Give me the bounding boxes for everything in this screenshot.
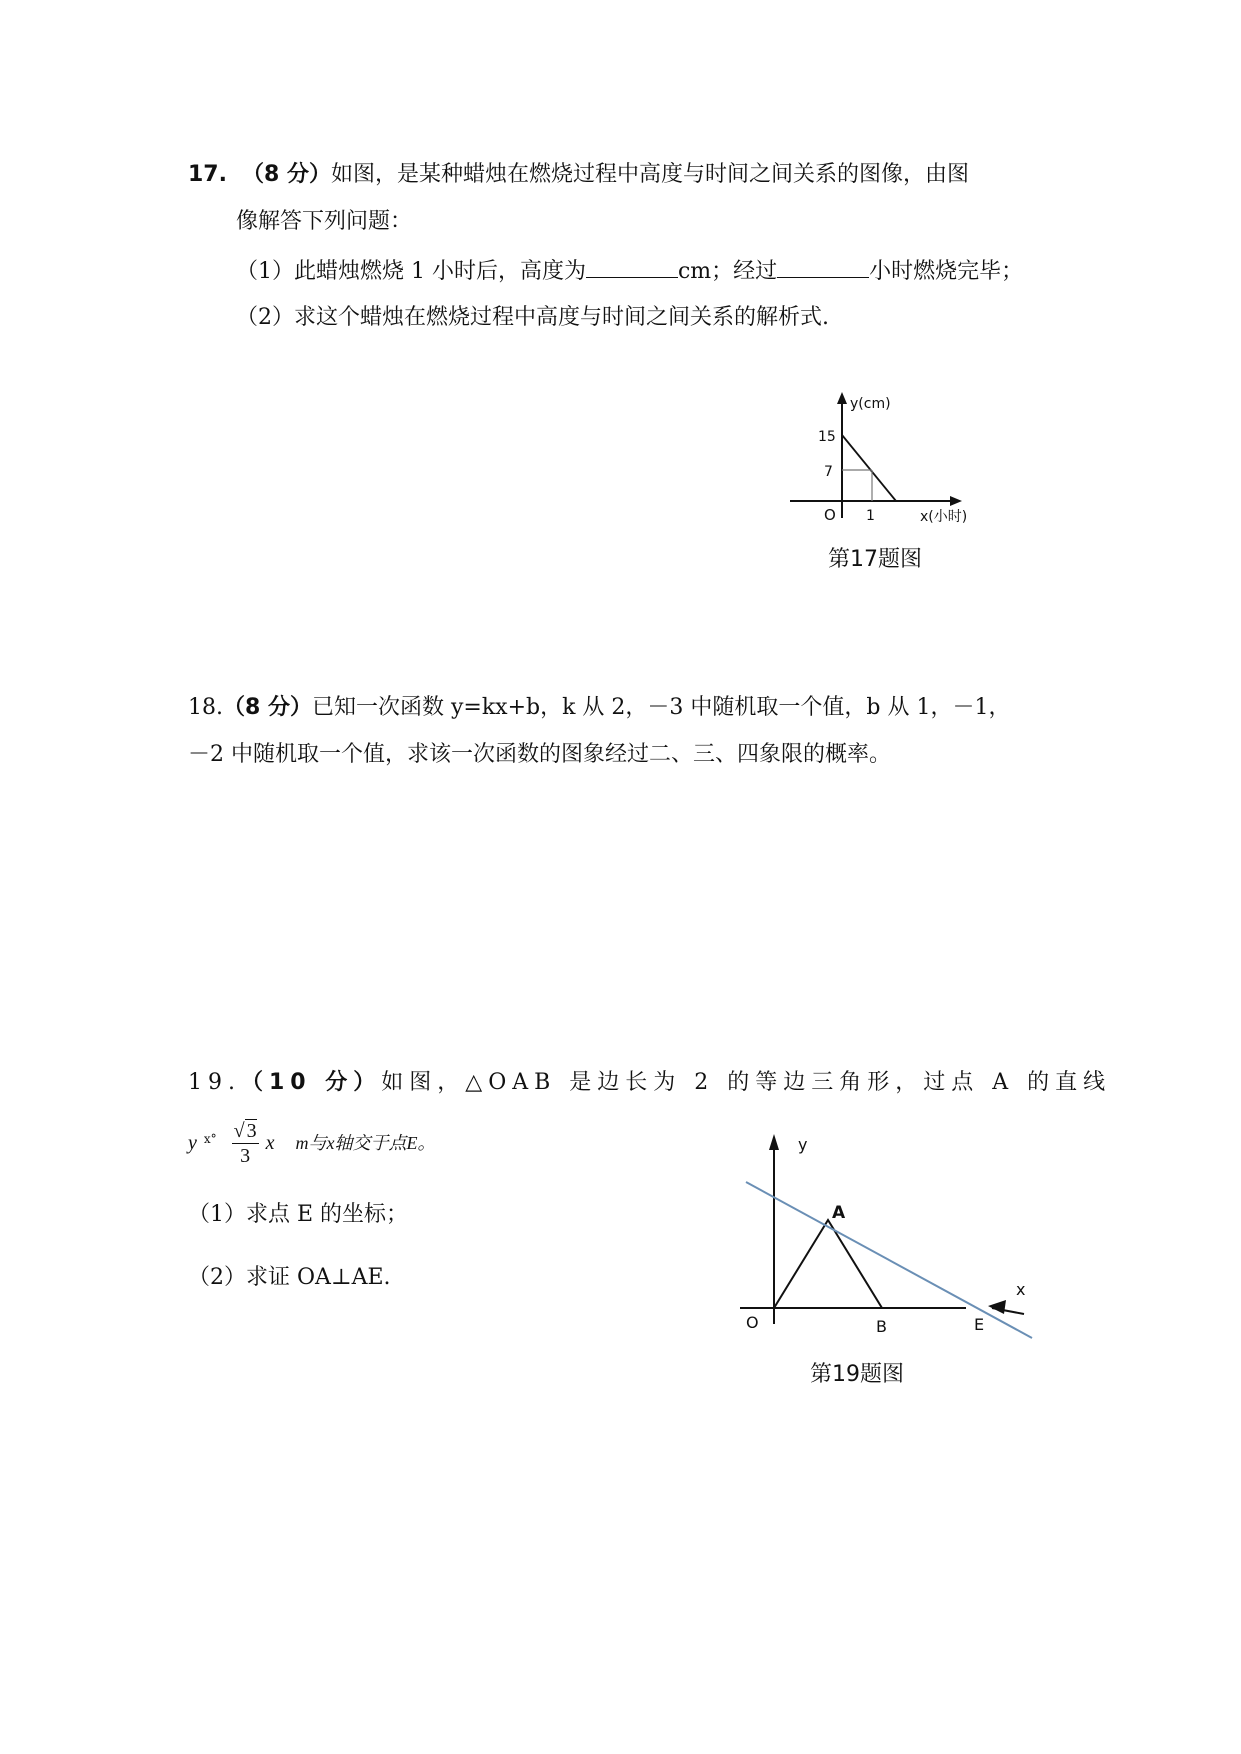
q17-part1-c: 小时燃烧完毕； bbox=[869, 259, 1024, 284]
q19-point-b-label: B bbox=[876, 1317, 887, 1336]
q19-formula-x: x bbox=[265, 1132, 275, 1154]
q19-x-arrow-icon bbox=[988, 1300, 1006, 1314]
q19-formula-line bbox=[188, 1118, 436, 1174]
q19-part2: （2）求证 OA⊥AE. bbox=[188, 1265, 391, 1290]
q19-triangle-oab bbox=[774, 1220, 882, 1308]
q19-formula-denominator: 3 bbox=[240, 1144, 251, 1167]
q17-part1-b: cm；经过 bbox=[677, 259, 778, 284]
q18-line1-text: 已知一次函数 y=kx+b，k 从 2，－3 中随机取一个值，b 从 1，－1， bbox=[311, 695, 1011, 720]
q17-figure-caption: 第17题图 bbox=[828, 547, 922, 572]
q17-graph-line bbox=[842, 435, 896, 501]
q18-line1 bbox=[188, 693, 1010, 723]
q19-figure-caption: 第19题图 bbox=[810, 1362, 904, 1387]
q18-line2: －2 中随机取一个值，求该一次函数的图象经过二、三、四象限的概率。 bbox=[188, 742, 891, 767]
q19-part1: （1）求点 E 的坐标； bbox=[188, 1202, 409, 1227]
q17-score: （8 分） bbox=[241, 162, 331, 187]
q17-part2: （2）求这个蜡烛在燃烧过程中高度与时间之间关系的解析式. bbox=[236, 305, 829, 330]
q17-stem-text: 如图，是某种蜡烛在燃烧过程中高度与时间之间关系的图像，由图 bbox=[330, 162, 969, 187]
q17-x-axis-label: x(小时) bbox=[920, 509, 968, 525]
q19-point-a-label: A bbox=[832, 1203, 846, 1223]
q19-formula-fraction bbox=[232, 1119, 259, 1168]
q19-y-arrow-icon bbox=[769, 1134, 779, 1150]
q17-y-axis-label: y(cm) bbox=[850, 396, 891, 412]
q18-score: （8 分） bbox=[223, 695, 312, 720]
q18-number: 18. bbox=[188, 695, 223, 720]
q19-x-label: x bbox=[1016, 1280, 1026, 1299]
q17-y-arrow-icon bbox=[837, 392, 847, 404]
q17-origin: O bbox=[824, 506, 836, 524]
q19-number: 19. bbox=[188, 1070, 241, 1095]
q17-x-arrow-icon bbox=[950, 496, 962, 506]
q19-formula-numerator: √ 3 bbox=[233, 1119, 257, 1142]
q19-line-ae bbox=[746, 1182, 1032, 1338]
q19-formula-y: y bbox=[188, 1132, 197, 1154]
q17-stem-line2: 像解答下列问题： bbox=[236, 209, 413, 234]
q17-part1 bbox=[236, 255, 1023, 287]
q19-point-e-label: E bbox=[974, 1315, 985, 1334]
q19-formula-garbled: x° bbox=[203, 1132, 217, 1146]
q17-stem-line1 bbox=[188, 160, 969, 190]
q17-answer-blank-hours[interactable] bbox=[777, 255, 869, 278]
q17-tick-1: 1 bbox=[866, 508, 875, 524]
q17-figure bbox=[790, 390, 990, 540]
q19-formula-rest: m与x轴交于点E。 bbox=[295, 1133, 436, 1153]
q19-stem-text: 如图，△OAB 是边长为 2 的等边三角形，过点 A 的直线 bbox=[381, 1070, 1112, 1095]
q17-tick-7: 7 bbox=[824, 464, 833, 480]
q19-formula-sqrt: 3 bbox=[246, 1119, 257, 1142]
q17-tick-15: 15 bbox=[818, 429, 836, 445]
q17-number: 17. bbox=[188, 162, 227, 187]
q19-origin-label: O bbox=[746, 1313, 759, 1332]
q19-figure bbox=[736, 1128, 1036, 1358]
q19-score: （10 分） bbox=[241, 1070, 382, 1095]
q17-part1-a: （1）此蜡烛燃烧 1 小时后，高度为 bbox=[236, 259, 586, 284]
q19-y-label: y bbox=[798, 1135, 808, 1154]
q17-answer-blank-height[interactable] bbox=[586, 255, 678, 278]
q19-stem-line1 bbox=[188, 1068, 1111, 1098]
